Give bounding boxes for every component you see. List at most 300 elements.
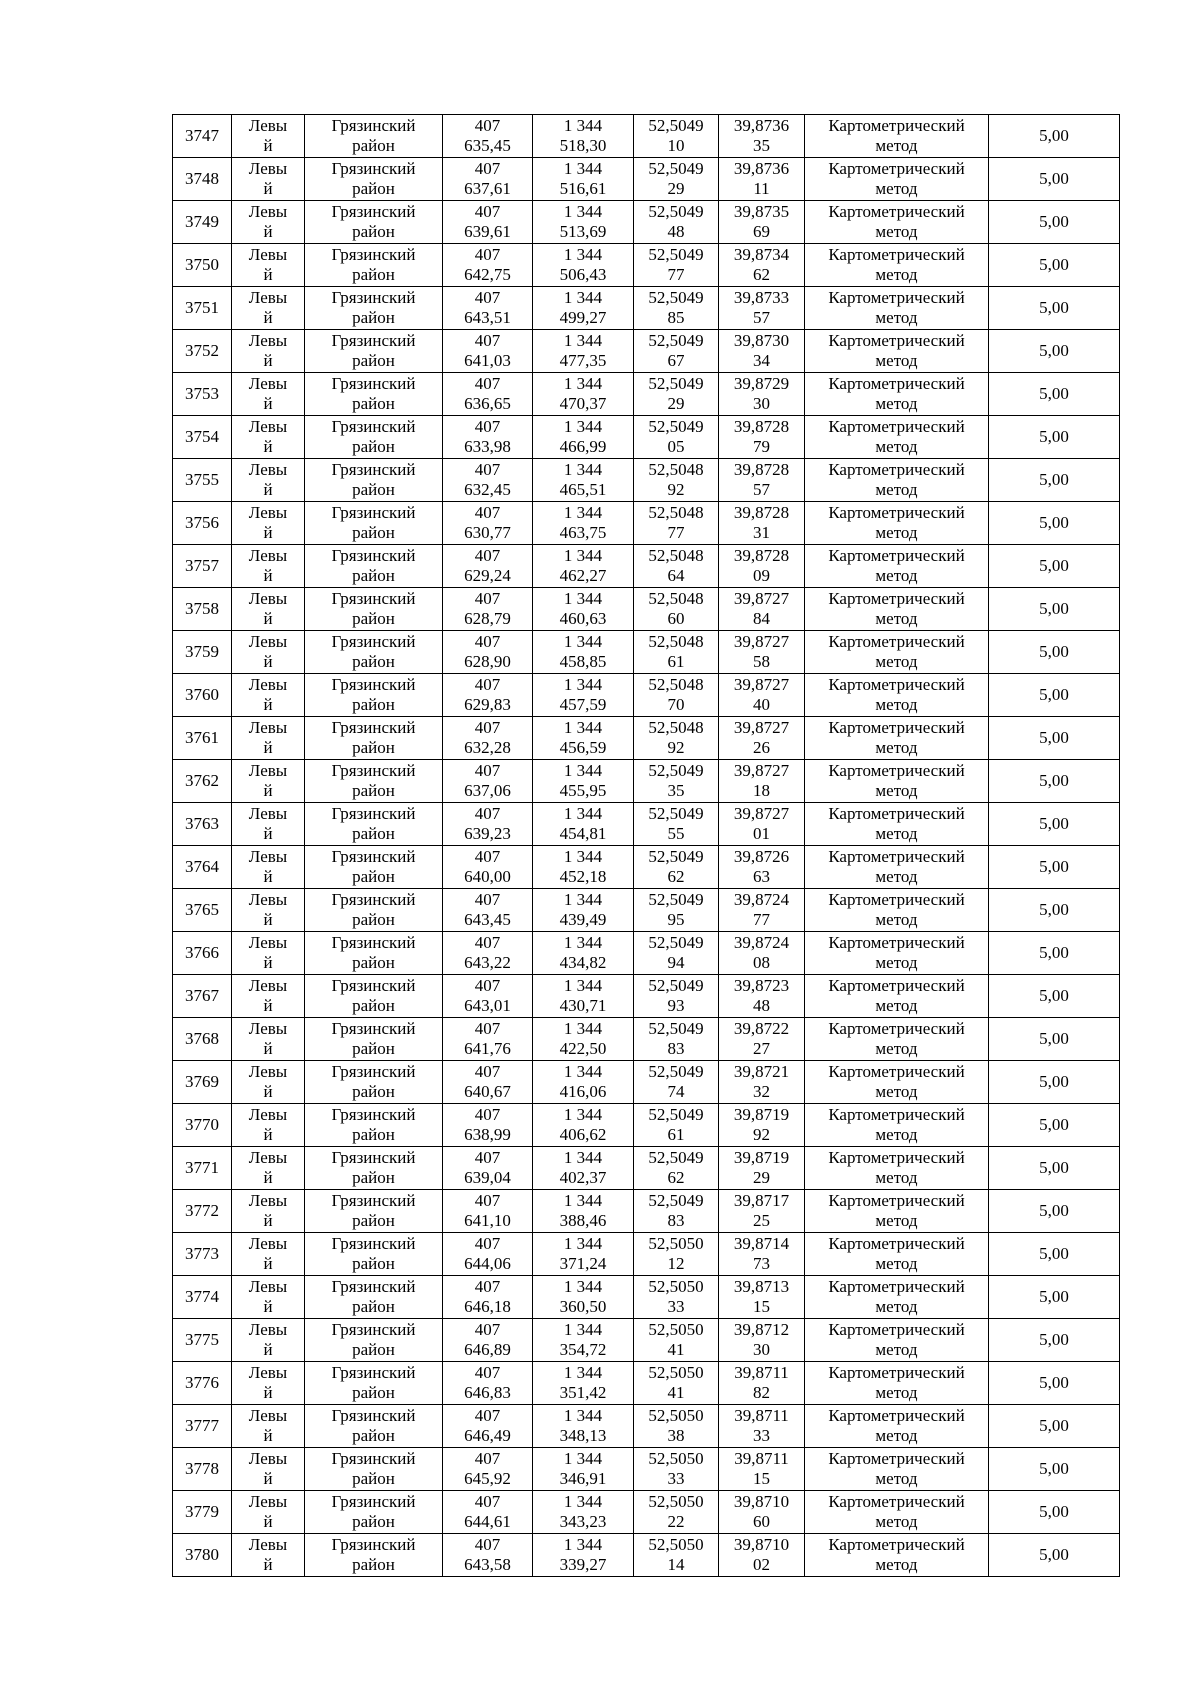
- y-coordinate-cell: [533, 330, 634, 373]
- district-cell-line-2: район: [352, 351, 395, 370]
- longitude-cell: [719, 1018, 805, 1061]
- latitude-cell: [634, 287, 719, 330]
- method-cell-line-1: Картометрический: [828, 890, 965, 909]
- x-coordinate-cell-line-1: 407: [474, 1449, 501, 1468]
- y-coordinate-cell-line-2: 513,69: [559, 222, 607, 241]
- table-row: [173, 244, 1120, 287]
- method-cell-line-1: Картометрический: [828, 1320, 965, 1339]
- method-cell-line-1: Картометрический: [828, 1234, 965, 1253]
- latitude-cell: [634, 244, 719, 287]
- longitude-cell-line-1: 39,8721: [733, 1062, 790, 1081]
- latitude-cell: [634, 932, 719, 975]
- method-cell-line-2: метод: [875, 1426, 918, 1445]
- district-cell: [305, 115, 443, 158]
- y-coordinate-cell-line-2: 360,50: [559, 1297, 607, 1316]
- district-cell-line-2: район: [352, 480, 395, 499]
- x-coordinate-cell-line-2: 628,90: [464, 652, 511, 671]
- point-number-cell: 3780: [173, 1534, 232, 1577]
- side-cell-line-1: Левы: [248, 1105, 288, 1124]
- method-cell-line-1: Картометрический: [828, 718, 965, 737]
- accuracy-cell: 5,00: [989, 631, 1120, 674]
- longitude-cell-line-2: 11: [753, 179, 770, 198]
- longitude-cell-line-2: 57: [753, 308, 770, 327]
- y-coordinate-cell-line-2: 470,37: [559, 394, 607, 413]
- side-cell-line-1: Левы: [248, 460, 288, 479]
- latitude-cell-line-2: 61: [667, 1125, 685, 1144]
- x-coordinate-cell-line-1: 407: [474, 116, 501, 135]
- longitude-cell: [719, 1104, 805, 1147]
- x-coordinate-cell: [443, 330, 533, 373]
- district-cell-line-2: район: [352, 652, 395, 671]
- district-cell-line-1: Грязинский: [331, 890, 416, 909]
- latitude-cell: [634, 1405, 719, 1448]
- district-cell: [305, 1233, 443, 1276]
- table-row: [173, 1018, 1120, 1061]
- x-coordinate-cell: [443, 1491, 533, 1534]
- x-coordinate-cell-line-2: 643,45: [464, 910, 511, 929]
- x-coordinate-cell-line-1: 407: [474, 159, 501, 178]
- side-cell: [232, 717, 305, 760]
- side-cell: [232, 1018, 305, 1061]
- district-cell-line-1: Грязинский: [331, 1492, 416, 1511]
- district-cell-line-1: Грязинский: [331, 460, 416, 479]
- table-row: [173, 158, 1120, 201]
- method-cell-line-2: метод: [875, 566, 918, 585]
- y-coordinate-cell-line-2: 422,50: [559, 1039, 607, 1058]
- latitude-cell-line-2: 33: [667, 1469, 685, 1488]
- latitude-cell: [634, 846, 719, 889]
- district-cell: [305, 1491, 443, 1534]
- method-cell-line-1: Картометрический: [828, 116, 965, 135]
- y-coordinate-cell-line-1: 1 344: [563, 1320, 603, 1339]
- table-row: [173, 932, 1120, 975]
- accuracy-cell: 5,00: [989, 201, 1120, 244]
- district-cell-line-1: Грязинский: [331, 245, 416, 264]
- y-coordinate-cell-line-2: 457,59: [559, 695, 607, 714]
- accuracy-cell: 5,00: [989, 244, 1120, 287]
- y-coordinate-cell-line-2: 477,35: [559, 351, 607, 370]
- x-coordinate-cell: [443, 975, 533, 1018]
- longitude-cell-line-2: 30: [753, 1340, 770, 1359]
- y-coordinate-cell-line-2: 339,27: [559, 1555, 607, 1574]
- side-cell-line-1: Левы: [248, 1320, 288, 1339]
- x-coordinate-cell: [443, 1534, 533, 1577]
- y-coordinate-cell-line-1: 1 344: [563, 202, 603, 221]
- method-cell-line-1: Картометрический: [828, 1406, 965, 1425]
- longitude-cell-line-2: 01: [753, 824, 770, 843]
- method-cell: [805, 717, 989, 760]
- longitude-cell-line-1: 39,8710: [733, 1492, 790, 1511]
- method-cell-line-2: метод: [875, 996, 918, 1015]
- longitude-cell-line-1: 39,8728: [733, 546, 790, 565]
- point-number-cell: 3759: [173, 631, 232, 674]
- side-cell-line-1: Левы: [248, 632, 288, 651]
- latitude-cell-line-1: 52,5049: [648, 417, 704, 436]
- side-cell-line-2: й: [263, 996, 273, 1015]
- longitude-cell-line-2: 35: [753, 136, 770, 155]
- table-row: [173, 373, 1120, 416]
- x-coordinate-cell: [443, 1448, 533, 1491]
- y-coordinate-cell-line-1: 1 344: [563, 1148, 603, 1167]
- y-coordinate-cell-line-2: 348,13: [559, 1426, 607, 1445]
- method-cell-line-1: Картометрический: [828, 374, 965, 393]
- x-coordinate-cell-line-2: 641,76: [464, 1039, 511, 1058]
- latitude-cell: [634, 674, 719, 717]
- x-coordinate-cell: [443, 545, 533, 588]
- method-cell-line-2: метод: [875, 867, 918, 886]
- side-cell-line-2: й: [263, 351, 273, 370]
- side-cell-line-1: Левы: [248, 1492, 288, 1511]
- longitude-cell-line-1: 39,8727: [733, 632, 790, 651]
- method-cell-line-2: метод: [875, 179, 918, 198]
- x-coordinate-cell: [443, 803, 533, 846]
- accuracy-cell: 5,00: [989, 1061, 1120, 1104]
- y-coordinate-cell: [533, 1104, 634, 1147]
- method-cell: [805, 1319, 989, 1362]
- district-cell: [305, 1147, 443, 1190]
- point-number-cell: 3775: [173, 1319, 232, 1362]
- y-coordinate-cell-line-1: 1 344: [563, 847, 603, 866]
- x-coordinate-cell: [443, 1233, 533, 1276]
- district-cell: [305, 674, 443, 717]
- point-number-cell: 3764: [173, 846, 232, 889]
- side-cell: [232, 416, 305, 459]
- y-coordinate-cell: [533, 1276, 634, 1319]
- x-coordinate-cell-line-1: 407: [474, 374, 501, 393]
- method-cell-line-1: Картометрический: [828, 159, 965, 178]
- side-cell: [232, 1405, 305, 1448]
- x-coordinate-cell-line-2: 646,49: [464, 1426, 511, 1445]
- side-cell-line-1: Левы: [248, 804, 288, 823]
- y-coordinate-cell-line-2: 452,18: [559, 867, 607, 886]
- method-cell-line-1: Картометрический: [828, 1062, 965, 1081]
- method-cell-line-2: метод: [875, 1254, 918, 1273]
- method-cell: [805, 631, 989, 674]
- table-row: [173, 1233, 1120, 1276]
- y-coordinate-cell-line-2: 430,71: [559, 996, 607, 1015]
- district-cell-line-1: Грязинский: [331, 1406, 416, 1425]
- side-cell-line-1: Левы: [248, 1363, 288, 1382]
- y-coordinate-cell: [533, 158, 634, 201]
- latitude-cell-line-1: 52,5049: [648, 976, 704, 995]
- latitude-cell-line-2: 29: [667, 179, 685, 198]
- method-cell-line-1: Картометрический: [828, 331, 965, 350]
- side-cell-line-2: й: [263, 1254, 273, 1273]
- side-cell-line-1: Левы: [248, 1535, 288, 1554]
- district-cell-line-1: Грязинский: [331, 1234, 416, 1253]
- longitude-cell: [719, 803, 805, 846]
- table-row: [173, 1362, 1120, 1405]
- accuracy-cell: 5,00: [989, 1018, 1120, 1061]
- side-cell-line-1: Левы: [248, 1148, 288, 1167]
- y-coordinate-cell: [533, 932, 634, 975]
- x-coordinate-cell-line-1: 407: [474, 417, 501, 436]
- district-cell: [305, 631, 443, 674]
- accuracy-cell: 5,00: [989, 1362, 1120, 1405]
- latitude-cell-line-2: 92: [667, 738, 685, 757]
- district-cell-line-2: район: [352, 1211, 395, 1230]
- district-cell-line-2: район: [352, 1082, 395, 1101]
- method-cell: [805, 1233, 989, 1276]
- y-coordinate-cell-line-2: 456,59: [559, 738, 607, 757]
- district-cell: [305, 287, 443, 330]
- latitude-cell-line-1: 52,5050: [648, 1363, 704, 1382]
- method-cell-line-2: метод: [875, 953, 918, 972]
- longitude-cell-line-2: 62: [753, 265, 770, 284]
- y-coordinate-cell-line-2: 462,27: [559, 566, 607, 585]
- latitude-cell: [634, 115, 719, 158]
- x-coordinate-cell-line-2: 629,24: [464, 566, 511, 585]
- district-cell: [305, 717, 443, 760]
- accuracy-cell: 5,00: [989, 459, 1120, 502]
- side-cell-line-2: й: [263, 695, 273, 714]
- method-cell-line-2: метод: [875, 351, 918, 370]
- point-number-cell: 3753: [173, 373, 232, 416]
- point-number-cell: 3761: [173, 717, 232, 760]
- table-row: [173, 803, 1120, 846]
- x-coordinate-cell-line-1: 407: [474, 1105, 501, 1124]
- district-cell-line-1: Грязинский: [331, 632, 416, 651]
- side-cell: [232, 1190, 305, 1233]
- y-coordinate-cell: [533, 1190, 634, 1233]
- x-coordinate-cell: [443, 1276, 533, 1319]
- longitude-cell: [719, 846, 805, 889]
- method-cell-line-1: Картометрический: [828, 503, 965, 522]
- method-cell: [805, 588, 989, 631]
- method-cell-line-1: Картометрический: [828, 933, 965, 952]
- y-coordinate-cell-line-1: 1 344: [563, 1492, 603, 1511]
- point-number-cell: 3772: [173, 1190, 232, 1233]
- latitude-cell: [634, 1491, 719, 1534]
- district-cell-line-1: Грязинский: [331, 1148, 416, 1167]
- latitude-cell-line-1: 52,5049: [648, 1105, 704, 1124]
- latitude-cell: [634, 416, 719, 459]
- x-coordinate-cell-line-1: 407: [474, 1191, 501, 1210]
- latitude-cell: [634, 1319, 719, 1362]
- longitude-cell: [719, 201, 805, 244]
- method-cell: [805, 502, 989, 545]
- side-cell: [232, 330, 305, 373]
- longitude-cell: [719, 717, 805, 760]
- method-cell: [805, 932, 989, 975]
- latitude-cell: [634, 631, 719, 674]
- side-cell-line-2: й: [263, 609, 273, 628]
- y-coordinate-cell-line-1: 1 344: [563, 288, 603, 307]
- longitude-cell-line-1: 39,8723: [733, 976, 790, 995]
- longitude-cell: [719, 287, 805, 330]
- longitude-cell-line-2: 31: [753, 523, 770, 542]
- y-coordinate-cell-line-2: 416,06: [559, 1082, 607, 1101]
- longitude-cell-line-2: 40: [753, 695, 770, 714]
- latitude-cell-line-1: 52,5049: [648, 933, 704, 952]
- x-coordinate-cell-line-1: 407: [474, 890, 501, 909]
- point-number-cell: 3767: [173, 975, 232, 1018]
- y-coordinate-cell-line-2: 454,81: [559, 824, 607, 843]
- table-row: [173, 416, 1120, 459]
- method-cell: [805, 373, 989, 416]
- method-cell-line-2: метод: [875, 1555, 918, 1574]
- latitude-cell-line-2: 10: [667, 136, 685, 155]
- side-cell: [232, 1319, 305, 1362]
- y-coordinate-cell: [533, 1534, 634, 1577]
- method-cell-line-1: Картометрический: [828, 1449, 965, 1468]
- longitude-cell-line-1: 39,8712: [733, 1320, 790, 1339]
- side-cell-line-1: Левы: [248, 116, 288, 135]
- longitude-cell-line-1: 39,8711: [734, 1363, 789, 1382]
- x-coordinate-cell: [443, 760, 533, 803]
- side-cell: [232, 502, 305, 545]
- x-coordinate-cell-line-2: 646,18: [464, 1297, 511, 1316]
- method-cell: [805, 158, 989, 201]
- method-cell-line-2: метод: [875, 437, 918, 456]
- district-cell-line-2: район: [352, 1512, 395, 1531]
- latitude-cell-line-2: 14: [667, 1555, 685, 1574]
- x-coordinate-cell-line-1: 407: [474, 503, 501, 522]
- x-coordinate-cell-line-2: 633,98: [464, 437, 511, 456]
- side-cell-line-1: Левы: [248, 589, 288, 608]
- method-cell-line-2: метод: [875, 910, 918, 929]
- district-cell-line-2: район: [352, 910, 395, 929]
- side-cell: [232, 1534, 305, 1577]
- latitude-cell-line-1: 52,5048: [648, 460, 704, 479]
- method-cell: [805, 287, 989, 330]
- longitude-cell-line-2: 27: [753, 1039, 770, 1058]
- latitude-cell: [634, 158, 719, 201]
- longitude-cell-line-1: 39,8717: [733, 1191, 790, 1210]
- longitude-cell: [719, 674, 805, 717]
- x-coordinate-cell-line-2: 644,61: [464, 1512, 511, 1531]
- longitude-cell-line-1: 39,8724: [733, 890, 790, 909]
- method-cell-line-2: метод: [875, 136, 918, 155]
- table-row: [173, 760, 1120, 803]
- method-cell-line-1: Картометрический: [828, 589, 965, 608]
- point-number-cell: 3748: [173, 158, 232, 201]
- latitude-cell-line-2: 94: [667, 953, 685, 972]
- side-cell: [232, 287, 305, 330]
- longitude-cell-line-2: 09: [753, 566, 770, 585]
- latitude-cell-line-2: 77: [667, 265, 685, 284]
- y-coordinate-cell-line-2: 506,43: [559, 265, 607, 284]
- method-cell-line-2: метод: [875, 652, 918, 671]
- district-cell-line-1: Грязинский: [331, 546, 416, 565]
- x-coordinate-cell-line-2: 640,00: [464, 867, 511, 886]
- longitude-cell-line-1: 39,8722: [733, 1019, 790, 1038]
- district-cell-line-1: Грязинский: [331, 1449, 416, 1468]
- side-cell: [232, 459, 305, 502]
- table-row: [173, 889, 1120, 932]
- longitude-cell: [719, 932, 805, 975]
- y-coordinate-cell: [533, 803, 634, 846]
- x-coordinate-cell: [443, 201, 533, 244]
- district-cell-line-2: район: [352, 1254, 395, 1273]
- table-row: [173, 588, 1120, 631]
- method-cell-line-1: Картометрический: [828, 1019, 965, 1038]
- y-coordinate-cell: [533, 459, 634, 502]
- side-cell: [232, 201, 305, 244]
- x-coordinate-cell-line-2: 643,51: [464, 308, 511, 327]
- accuracy-cell: 5,00: [989, 975, 1120, 1018]
- x-coordinate-cell: [443, 1104, 533, 1147]
- x-coordinate-cell: [443, 416, 533, 459]
- y-coordinate-cell-line-1: 1 344: [563, 1277, 603, 1296]
- district-cell-line-2: район: [352, 1168, 395, 1187]
- side-cell-line-1: Левы: [248, 417, 288, 436]
- y-coordinate-cell-line-2: 371,24: [559, 1254, 607, 1273]
- table-row: [173, 459, 1120, 502]
- longitude-cell-line-1: 39,8724: [733, 933, 790, 952]
- y-coordinate-cell: [533, 1362, 634, 1405]
- x-coordinate-cell-line-2: 641,10: [464, 1211, 511, 1230]
- district-cell: [305, 588, 443, 631]
- y-coordinate-cell: [533, 373, 634, 416]
- side-cell-line-2: й: [263, 1211, 273, 1230]
- district-cell: [305, 545, 443, 588]
- longitude-cell-line-1: 39,8719: [733, 1105, 790, 1124]
- accuracy-cell: 5,00: [989, 287, 1120, 330]
- district-cell: [305, 416, 443, 459]
- x-coordinate-cell-line-1: 407: [474, 1234, 501, 1253]
- side-cell-line-2: й: [263, 867, 273, 886]
- latitude-cell-line-2: 41: [667, 1383, 685, 1402]
- latitude-cell-line-1: 52,5049: [648, 890, 704, 909]
- longitude-cell: [719, 459, 805, 502]
- latitude-cell-line-2: 64: [667, 566, 685, 585]
- longitude-cell: [719, 1233, 805, 1276]
- method-cell-line-1: Картометрический: [828, 202, 965, 221]
- district-cell-line-2: район: [352, 437, 395, 456]
- latitude-cell-line-2: 55: [667, 824, 685, 843]
- district-cell: [305, 1061, 443, 1104]
- latitude-cell-line-2: 48: [667, 222, 685, 241]
- method-cell-line-1: Картометрический: [828, 1492, 965, 1511]
- latitude-cell: [634, 1276, 719, 1319]
- longitude-cell-line-1: 39,8710: [733, 1535, 790, 1554]
- district-cell-line-2: район: [352, 695, 395, 714]
- longitude-cell-line-2: 15: [753, 1297, 770, 1316]
- x-coordinate-cell-line-1: 407: [474, 761, 501, 780]
- longitude-cell-line-2: 18: [753, 781, 770, 800]
- latitude-cell: [634, 760, 719, 803]
- x-coordinate-cell-line-1: 407: [474, 1492, 501, 1511]
- point-number-cell: 3778: [173, 1448, 232, 1491]
- longitude-cell: [719, 502, 805, 545]
- accuracy-cell: 5,00: [989, 674, 1120, 717]
- y-coordinate-cell-line-2: 351,42: [559, 1383, 607, 1402]
- method-cell-line-2: метод: [875, 1211, 918, 1230]
- x-coordinate-cell-line-2: 638,99: [464, 1125, 511, 1144]
- side-cell-line-2: й: [263, 652, 273, 671]
- x-coordinate-cell: [443, 674, 533, 717]
- side-cell-line-1: Левы: [248, 761, 288, 780]
- x-coordinate-cell: [443, 373, 533, 416]
- y-coordinate-cell-line-2: 455,95: [559, 781, 607, 800]
- table-row: [173, 1448, 1120, 1491]
- y-coordinate-cell-line-1: 1 344: [563, 503, 603, 522]
- y-coordinate-cell-line-1: 1 344: [563, 1062, 603, 1081]
- accuracy-cell: 5,00: [989, 889, 1120, 932]
- y-coordinate-cell-line-2: 354,72: [559, 1340, 607, 1359]
- side-cell-line-1: Левы: [248, 546, 288, 565]
- longitude-cell-line-1: 39,8734: [733, 245, 790, 264]
- side-cell: [232, 115, 305, 158]
- point-number-cell: 3752: [173, 330, 232, 373]
- y-coordinate-cell-line-1: 1 344: [563, 331, 603, 350]
- x-coordinate-cell: [443, 158, 533, 201]
- district-cell: [305, 975, 443, 1018]
- latitude-cell: [634, 201, 719, 244]
- side-cell-line-1: Левы: [248, 1277, 288, 1296]
- point-number-cell: 3765: [173, 889, 232, 932]
